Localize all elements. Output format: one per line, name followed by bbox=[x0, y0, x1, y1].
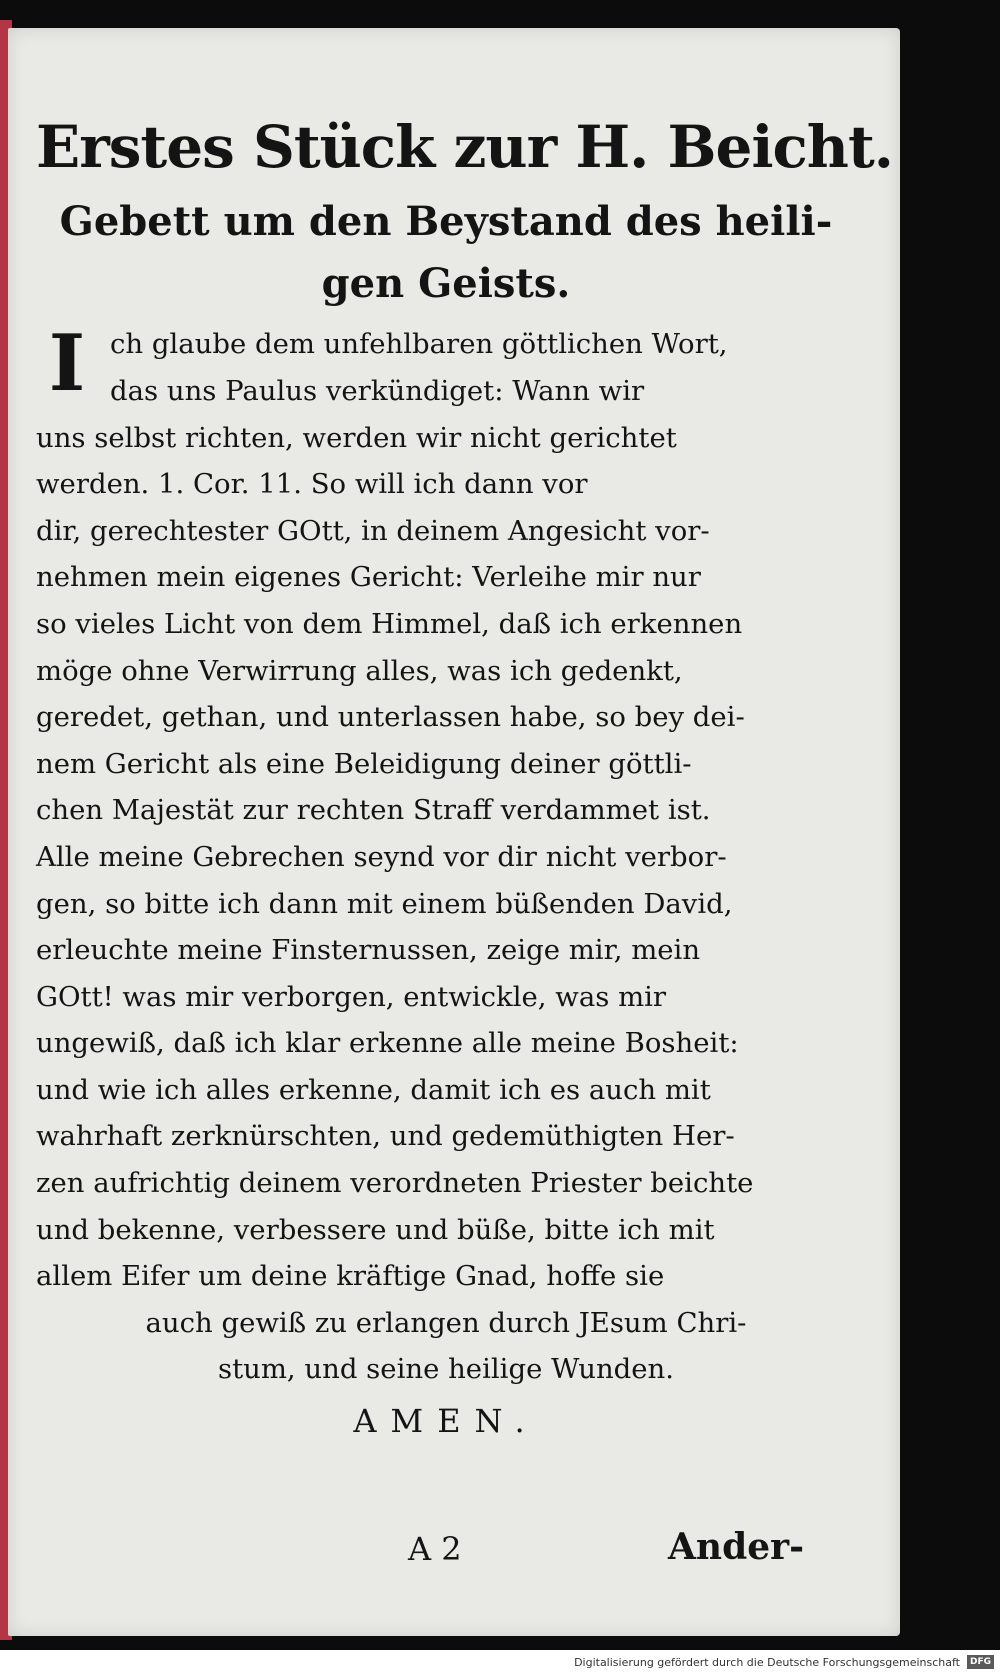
text-line: ungewiß, daß ich klar erkenne alle meine Bosheit: bbox=[36, 1027, 739, 1060]
text-line: und bekenne, verbessere und büße, bitte ich mit bbox=[36, 1213, 715, 1246]
text-line: wahrhaft zerknürschten, und gedemüthigten Her- bbox=[36, 1120, 735, 1153]
text-line: das uns Paulus verkündiget: Wann wir bbox=[110, 374, 645, 407]
text-line: geredet, gethan, und unterlassen habe, so bey dei- bbox=[36, 701, 745, 734]
text-line: chen Majestät zur rechten Straff verdammet ist. bbox=[36, 794, 711, 827]
text-line: werden. 1. Cor. 11. So will ich dann vor bbox=[36, 468, 588, 501]
text-line: nehmen mein eigenes Gericht: Verleihe mir nur bbox=[36, 561, 701, 594]
amen-line: AMEN. bbox=[353, 1402, 539, 1441]
text-line: uns selbst richten, werden wir nicht gerichtet bbox=[36, 421, 677, 454]
catchword: Ander- bbox=[668, 1526, 805, 1568]
page-content bbox=[36, 110, 893, 1449]
prayer-text bbox=[36, 318, 856, 1299]
text-line: GOtt! was mir verborgen, entwickle, was mir bbox=[36, 980, 667, 1013]
drop-initial: I bbox=[48, 318, 86, 410]
text-line: zen aufrichtig deinem verordneten Priester beichte bbox=[36, 1167, 754, 1200]
closing-line-1: auch gewiß zu erlangen durch JEsum Chri- bbox=[145, 1306, 747, 1339]
subheading-line-2: gen Geists. bbox=[321, 260, 571, 308]
text-line: so vieles Licht von dem Himmel, daß ich erkennen bbox=[36, 607, 743, 640]
text-line: dir, gerechtester GOtt, in deinem Angesicht vor- bbox=[36, 514, 710, 547]
text-line: und wie ich alles erkenne, damit ich es auch mit bbox=[36, 1073, 711, 1106]
text-line: möge ohne Verwirrung alles, was ich gedenkt, bbox=[36, 654, 683, 687]
text-line: erleuchte meine Finsternussen, zeige mir, mein bbox=[36, 934, 701, 967]
closing-line-2: stum, und seine heilige Wunden. bbox=[217, 1353, 674, 1386]
signature-mark: A 2 bbox=[408, 1530, 462, 1568]
text-line: allem Eifer um deine kräftige Gnad, hoffe sie bbox=[36, 1260, 665, 1293]
text-line: Alle meine Gebrechen seynd vor dir nicht verbor- bbox=[36, 840, 727, 873]
credit-bar bbox=[0, 1650, 1000, 1677]
dfg-logo: DFG bbox=[967, 1655, 994, 1669]
text-line: nem Gericht als eine Beleidigung deiner göttli- bbox=[36, 747, 692, 780]
book-page bbox=[8, 28, 900, 1636]
funding-credit: Digitalisierung gefördert durch die Deutsche Forschungsgemeinschaft bbox=[574, 1656, 960, 1669]
text-line: gen, so bitte ich dann mit einem büßenden David, bbox=[36, 887, 733, 920]
text-line: ch glaube dem unfehlbaren göttlichen Wort, bbox=[110, 328, 728, 361]
page-heading: Erstes Stück zur H. Beicht. bbox=[36, 113, 893, 181]
subheading-line-1: Gebett um den Beystand des heili- bbox=[59, 198, 833, 246]
